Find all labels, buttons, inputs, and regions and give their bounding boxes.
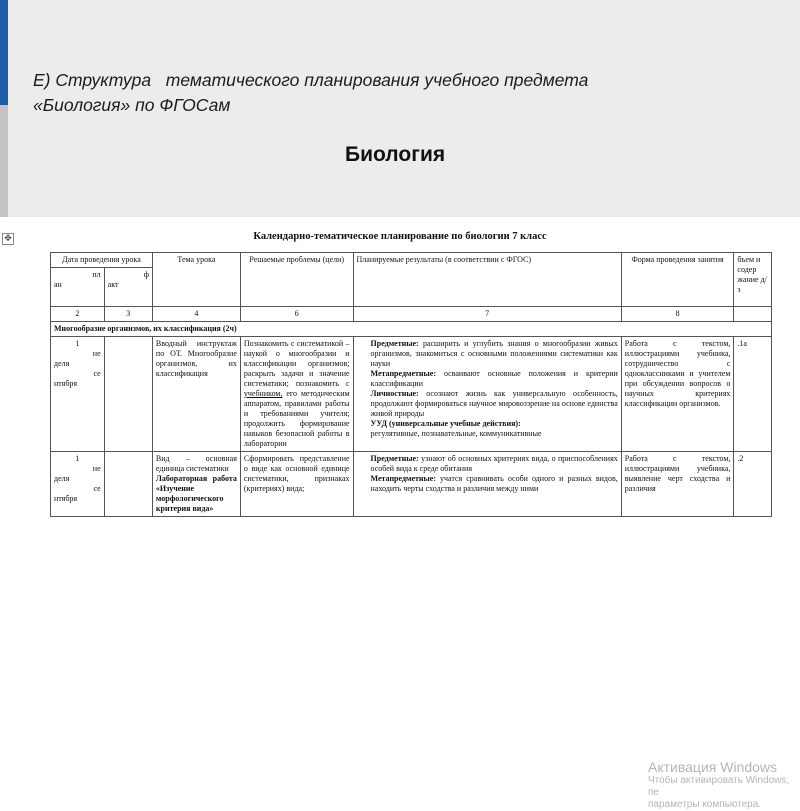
col-number: 3 bbox=[104, 307, 152, 322]
header-fact bbox=[104, 268, 152, 307]
section-title: Многообразие организмов, их классификация (2ч) bbox=[51, 322, 772, 337]
table-row bbox=[51, 452, 772, 517]
problems-text: Познакомить с систематикой – наукой о многообразии и классификации организмов; раскрыть задачи и значение систематики; познакомить с bbox=[243, 339, 350, 388]
col-number: 7 bbox=[353, 307, 621, 322]
row-volume: .1а bbox=[734, 337, 772, 452]
header-plan-b: ан bbox=[54, 280, 62, 289]
col-number-empty bbox=[734, 307, 772, 322]
accent-bar-gray bbox=[0, 105, 8, 217]
uud-text: регулятивные, познавательные, коммуникативные bbox=[370, 429, 542, 438]
date-se: се bbox=[93, 369, 101, 378]
date-delya: деля bbox=[54, 474, 70, 483]
problems-link-tail: его bbox=[286, 389, 297, 398]
date-num: 1 bbox=[75, 339, 80, 348]
activation-watermark bbox=[648, 759, 800, 811]
header-fact-a: ф bbox=[143, 270, 149, 279]
date-month: нтября bbox=[54, 379, 78, 388]
date-num: 1 bbox=[75, 454, 80, 463]
col-number: 6 bbox=[240, 307, 353, 322]
document-title: Календарно-тематическое планирование по биологии 7 класс bbox=[253, 231, 547, 242]
col-number: 8 bbox=[621, 307, 734, 322]
header-plan bbox=[51, 268, 105, 307]
meta-text: осваивают основные положения и критерии классификации bbox=[370, 369, 618, 388]
meta-label: Метапредметные: bbox=[370, 369, 436, 378]
date-se: се bbox=[93, 484, 101, 493]
row-fact bbox=[104, 452, 152, 517]
col-number: 4 bbox=[152, 307, 240, 322]
textbook-link[interactable]: учебником, bbox=[243, 389, 283, 398]
date-delya: деля bbox=[54, 359, 70, 368]
date-month: нтября bbox=[54, 494, 78, 503]
meta-text: учатся сравнивать особи одного и разных видов, находить черты сходства и различия между ними bbox=[370, 474, 618, 493]
plan-table bbox=[50, 252, 772, 517]
row-problems: Сформировать представление о виде как основной единице систематики, признаках (критериях) вида; bbox=[240, 452, 353, 517]
row-date bbox=[51, 337, 105, 452]
header-results: Планируемые результаты (в соответствии с ФГОС) bbox=[353, 253, 621, 307]
subject-text: расширить и углубить знания о многообразии живых организмов, знакомиться с основными положениями систематики как науки bbox=[370, 339, 618, 368]
table-header-row bbox=[51, 253, 772, 268]
row-form: Работа с текстом, иллюстрациями учебника, выявление черт сходства и различия bbox=[621, 452, 734, 517]
row-fact bbox=[104, 337, 152, 452]
subject-title: Биология bbox=[345, 143, 446, 166]
row-topic: Вводный инструктаж по ОТ. Многообразие организмов, их классификация bbox=[152, 337, 240, 452]
watermark-line-2: Чтобы активировать Windows, пе bbox=[648, 775, 790, 798]
subject-text: узнают об основных критериях вида, о приспособлениях особей вида к среде обитания bbox=[370, 454, 618, 473]
topic-lab: Лабораторная работа «Изучение морфологического критерия вида» bbox=[155, 474, 237, 513]
watermark-line-1: Активация Windows bbox=[648, 759, 778, 775]
personal-text: осознают жизнь как универсальную особенность, продолжают формироваться научное мировоззрение на основе единства живой природы bbox=[370, 389, 618, 418]
uud-label: УУД (универсальные учебные действия): bbox=[370, 419, 521, 428]
row-form: Работа с текстом, иллюстрациями учебника, сотрудничество с одноклассниками и учителем при обсуждении вопросов о научных критериях классификации организмов. bbox=[621, 337, 734, 452]
move-anchor-icon[interactable]: ✥ bbox=[2, 233, 14, 245]
watermark-line-3: параметры компьютера. bbox=[648, 799, 762, 810]
section-row bbox=[51, 322, 772, 337]
row-topic bbox=[152, 452, 240, 517]
subject-label: Предметные: bbox=[370, 454, 419, 463]
header-form: Форма проведения занятия bbox=[621, 253, 734, 307]
slide-header-area bbox=[0, 0, 800, 217]
slide-heading bbox=[33, 68, 733, 118]
meta-label: Метапредметные: bbox=[370, 474, 436, 483]
problems-rest: методическим аппаратом, правилами работы и требованиями учителя; продолжить формирование навыков безопасной работы в лаборатории bbox=[243, 389, 350, 448]
date-ne: не bbox=[92, 349, 101, 358]
row-results bbox=[353, 337, 621, 452]
row-date bbox=[51, 452, 105, 517]
row-volume: .2 bbox=[734, 452, 772, 517]
table-row bbox=[51, 337, 772, 452]
accent-bar-blue bbox=[0, 0, 8, 105]
topic-text: Вид – основная единица систематики bbox=[155, 454, 237, 473]
header-plan-a: пл bbox=[92, 270, 101, 279]
subject-label: Предметные: bbox=[370, 339, 419, 348]
row-results bbox=[353, 452, 621, 517]
document-image bbox=[0, 217, 800, 810]
date-ne: не bbox=[92, 464, 101, 473]
header-topic: Тема урока bbox=[152, 253, 240, 307]
column-number-row bbox=[51, 307, 772, 322]
heading-line-1: Е) Структура тематического планирования учебного предмета bbox=[33, 70, 589, 90]
header-problems: Решаемые проблемы (цели) bbox=[240, 253, 353, 307]
row-problems bbox=[240, 337, 353, 452]
col-number: 2 bbox=[51, 307, 105, 322]
personal-label: Личностные: bbox=[370, 389, 419, 398]
heading-line-2: «Биология» по ФГОСам bbox=[33, 95, 231, 115]
header-date: Дата проведения урока bbox=[51, 253, 153, 268]
header-fact-b: акт bbox=[107, 280, 119, 289]
header-volume: бъем и содер жание д/з bbox=[734, 253, 772, 307]
